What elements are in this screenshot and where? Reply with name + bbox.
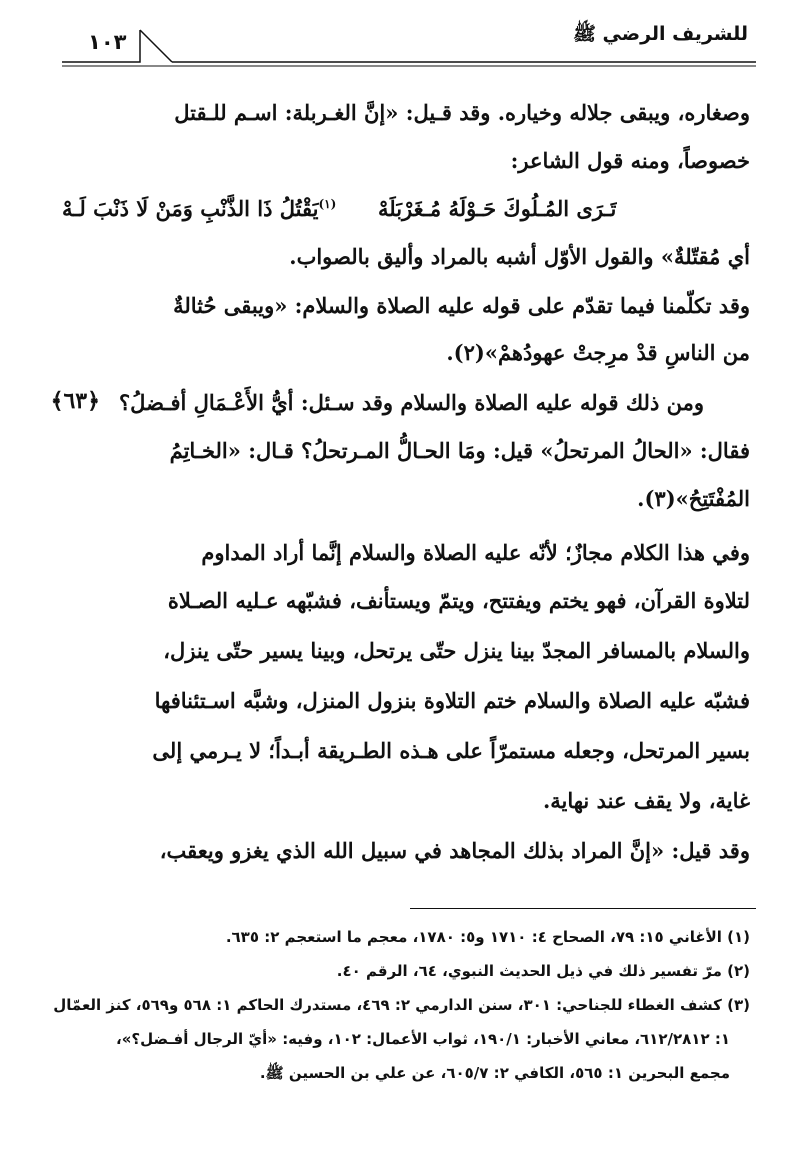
footnote-continuation: ١: ٦١٢/٢٨١٢، معاني الأخبار: ١٩٠/١، ثواب الأعمال: ١٠٢، وفيه: «أيّ الرجال أفـضل؟»، — [116, 1030, 730, 1048]
section-number: ﴿٦٣﴾ — [50, 388, 100, 414]
footnote-continuation: مجمع البحرين ١: ٥٦٥، الكافي ٢: ٦٠٥/٧، عن علي بن الحسين ﷺ. — [259, 1064, 730, 1082]
paragraph-line: غاية، ولا يقف عند نهاية. — [542, 788, 750, 813]
section-line: ومن ذلك قوله عليه الصلاة والسلام وقد سـئل: أيُّ الأَعْـمَالِ أفـضلُ؟ — [119, 390, 704, 415]
footnote: (٣) كشف الغطاء للجناحي: ٣٠١، سنن الدارمي ٢: ٤٦٩، مستدرك الحاكم ١: ٥٦٨ و٥٦٩، كنز العمّال — [53, 996, 750, 1014]
body-line: أي مُقتّلةٌ» والقول الأوّل أشبه بالمراد وأليق بالصواب. — [289, 244, 750, 269]
paragraph-line: لتلاوة القرآن، فهو يختم ويفتتح، ويتمّ ويستأنف، فشبّهه عـليه الصـلاة — [167, 588, 750, 613]
verse-footnote-ref: (١) — [318, 197, 337, 211]
running-header-title: للشريف الرضي ﷺ — [572, 23, 748, 45]
section-line: المُفْتَتِحُ»(٣). — [637, 486, 750, 511]
footnote: (٢) مرّ تفسير ذلك في ذيل الحديث النبوي، ٦٤، الرقم ٤٠. — [336, 962, 750, 980]
paragraph-line: بسير المرتحل، وجعله مستمرّاً على هـذه الطـريقة أبـداً؛ لا يـرمي إلى — [152, 738, 750, 763]
paragraph-line: والسلام بالمسافر المجدّ بينا ينزل حتّى يرتحل، وبينا يسير حتّى ينزل، — [163, 638, 750, 663]
body-line: وقد تكلّمنا فيما تقدّم على قوله عليه الصلاة والسلام: «ويبقى حُثالةٌ — [173, 293, 750, 318]
page-number: ١٠٣ — [88, 30, 127, 54]
body-line: خصوصاً، ومنه قول الشاعر: — [510, 148, 750, 173]
section-line: فقال: «الحالُ المرتحلُ» قيل: ومَا الحـالُّ المـرتحلُ؟ قـال: «الخـاتِمُ — [169, 438, 750, 463]
footnote: (١) الأغاني ١٥: ٧٩، الصحاح ٤: ١٧١٠ و٥: ١٧٨٠، معجم ما استعجم ٢: ٦٣٥. — [225, 928, 750, 946]
verse-hemistich-left: $^{(١)}$يَقْتُلُ ذَا الذَّنْبِ وَمَنْ لَا ذَنْبَ لَـهْ — [62, 196, 337, 221]
paragraph-line: وفي هذا الكلام مجازٌ؛ لأنّه عليه الصلاة والسلام إنَّما أراد المداوم — [201, 540, 750, 565]
footnote-separator — [410, 908, 756, 909]
verse-hemistich-right: تَـرَى المُـلُوكَ حَـوْلَهُ مُـغَرْبَلَهْ — [378, 196, 617, 221]
paragraph-line: فشبّه عليه الصلاة والسلام ختم التلاوة بنزول المنزل، وشبَّه اسـتئنافها — [154, 688, 750, 713]
paragraph-line: وقد قيل: «إنَّ المراد بذلك المجاهد في سبيل الله الذي يغزو ويعقب، — [159, 838, 750, 863]
body-line: وصغاره، ويبقى جلاله وخياره. وقد قـيل: «إنَّ الغـربلة: اسـم للـقتل — [174, 100, 750, 125]
body-line: من الناسِ قدْ مرِجتْ عهودُهمْ»(٢). — [446, 340, 750, 365]
